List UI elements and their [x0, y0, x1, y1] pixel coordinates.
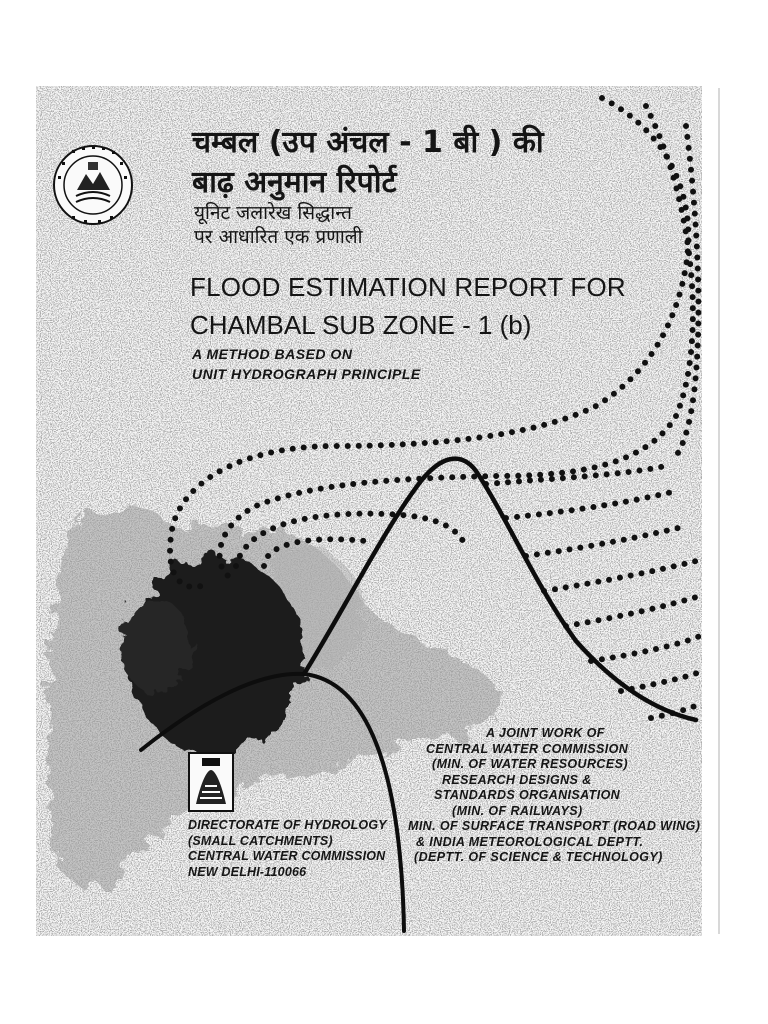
- central-water-commission-seal-icon: [52, 144, 134, 226]
- english-subtitle-line-1: A METHOD BASED ON: [192, 346, 353, 362]
- publisher-line: NEW DELHI-110066: [188, 864, 307, 879]
- joint-work-line: (MIN. OF RAILWAYS): [452, 803, 583, 818]
- joint-work-line: & INDIA METEOROLOGICAL DEPTT.: [416, 834, 644, 849]
- joint-work-line: (DEPTT. OF SCIENCE & TECHNOLOGY): [414, 850, 663, 864]
- page-edge-shadow: [718, 88, 720, 934]
- publisher-line: DIRECTORATE OF HYDROLOGY: [188, 818, 387, 832]
- english-title-line-2: CHAMBAL SUB ZONE - 1 (b): [190, 310, 532, 340]
- joint-work-line: A JOINT WORK OF: [486, 726, 605, 740]
- publisher-line: (SMALL CATCHMENTS): [188, 833, 333, 848]
- rdso-logo-icon: [188, 752, 234, 812]
- joint-work-line: CENTRAL WATER COMMISSION: [426, 741, 629, 756]
- english-subtitle-line-2: UNIT HYDROGRAPH PRINCIPLE: [192, 366, 421, 382]
- hindi-subtitle-line-2: पर आधारित एक प्रणाली: [194, 226, 363, 248]
- joint-work-line: RESEARCH DESIGNS &: [442, 772, 592, 787]
- hindi-title-line-1: चम्बल (उप अंचल - 1 बी ) की: [192, 125, 544, 160]
- english-title-line-1: FLOOD ESTIMATION REPORT FOR: [190, 272, 626, 302]
- hindi-title-line-2: बाढ़ अनुमान रिपोर्ट: [192, 165, 397, 200]
- joint-work-line: STANDARDS ORGANISATION: [434, 788, 621, 802]
- report-cover: [36, 86, 702, 936]
- publisher-line: CENTRAL WATER COMMISSION: [188, 849, 386, 863]
- joint-work-block: [408, 726, 702, 866]
- hindi-subtitle-line-1: यूनिट जलारेख सिद्धान्त: [194, 202, 352, 224]
- joint-work-line: MIN. OF SURFACE TRANSPORT (ROAD WING): [408, 819, 701, 833]
- publisher-block: [188, 818, 387, 880]
- joint-work-line: (MIN. OF WATER RESOURCES): [432, 757, 628, 771]
